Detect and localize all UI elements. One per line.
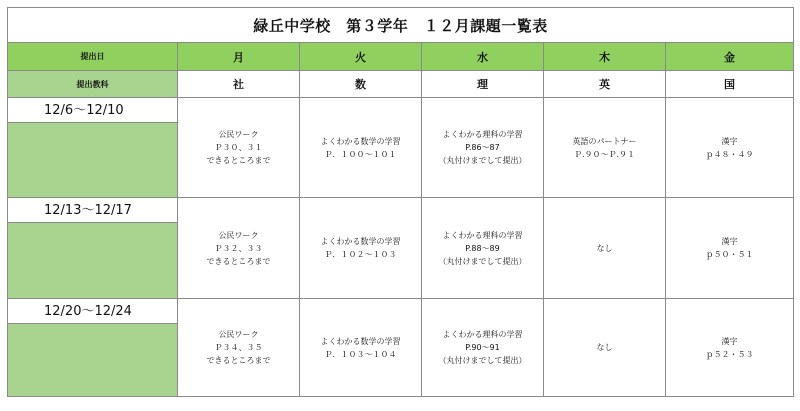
task-line: （丸付けまでして提出） xyxy=(438,256,527,266)
week-label: 12/20〜12/24 xyxy=(8,299,177,324)
task-line: よくわかる数学の学習 xyxy=(320,237,401,246)
task-line: Ｐ．１００〜１０１ xyxy=(324,149,397,159)
task-cell xyxy=(422,98,544,198)
day-header: 火 xyxy=(300,43,422,71)
day-header: 水 xyxy=(422,43,544,71)
task-cell xyxy=(178,299,300,397)
task-cell xyxy=(178,198,300,299)
task-line: できるところまで xyxy=(206,256,271,266)
task-line: できるところまで xyxy=(206,356,271,365)
task-line: P.88〜89 xyxy=(465,243,500,253)
task-cell xyxy=(666,198,794,299)
week-row xyxy=(8,198,794,299)
subject-header: 国 xyxy=(666,71,794,98)
page-title: 緑丘中学校 第３学年 １２月課題一覧表 xyxy=(8,8,794,43)
task-line: Ｐ３０、３１ xyxy=(214,143,263,152)
day-header: 木 xyxy=(544,43,666,71)
task-cell xyxy=(422,299,544,397)
task-line: よくわかる理科の学習 xyxy=(442,330,523,339)
task-line: ｐ５２・５３ xyxy=(705,349,754,359)
task-line: 漢字 xyxy=(721,136,738,146)
subject-header: 社 xyxy=(178,71,300,98)
week-label-cell xyxy=(8,299,178,397)
task-cell xyxy=(178,98,300,198)
task-line: 英語のパートナー xyxy=(572,136,637,146)
task-cell xyxy=(544,299,666,397)
task-line: 公民ワーク xyxy=(218,330,259,339)
assignment-table xyxy=(7,7,794,397)
date-row-label: 提出日 xyxy=(8,43,178,71)
task-line: 公民ワーク xyxy=(218,230,259,240)
task-line: よくわかる理科の学習 xyxy=(442,230,523,240)
week-label-cell xyxy=(8,98,178,198)
task-line: できるところまで xyxy=(206,156,271,165)
subject-header: 英 xyxy=(544,71,666,98)
task-cell xyxy=(544,98,666,198)
task-line: 漢字 xyxy=(721,336,738,346)
day-header: 月 xyxy=(178,43,300,71)
day-header: 金 xyxy=(666,43,794,71)
task-cell xyxy=(300,299,422,397)
subject-header: 理 xyxy=(422,71,544,98)
task-line: Ｐ．１０２〜１０３ xyxy=(324,250,397,259)
task-cell xyxy=(300,198,422,299)
task-line: ｐ５０・５１ xyxy=(705,250,754,259)
subject-header: 数 xyxy=(300,71,422,98)
task-line: P.86〜87 xyxy=(465,143,500,152)
task-cell xyxy=(300,98,422,198)
week-label: 12/13〜12/17 xyxy=(8,198,177,223)
task-line: Ｐ３２、３３ xyxy=(214,243,263,253)
task-line: よくわかる数学の学習 xyxy=(320,336,401,346)
week-row xyxy=(8,299,794,397)
task-line: なし xyxy=(596,343,613,352)
task-line: 公民ワーク xyxy=(218,130,259,139)
task-cell xyxy=(666,98,794,198)
week-row xyxy=(8,98,794,198)
task-line: よくわかる数学の学習 xyxy=(320,136,401,146)
task-line: Ｐ３４、３５ xyxy=(214,343,263,352)
week-label-cell xyxy=(8,198,178,299)
task-line: なし xyxy=(596,243,613,253)
task-line: よくわかる理科の学習 xyxy=(442,130,523,139)
task-cell xyxy=(666,299,794,397)
task-line: （丸付けまでして提出） xyxy=(438,356,527,365)
task-line: Ｐ．１０３〜１０４ xyxy=(324,349,397,359)
subject-row-label: 提出教科 xyxy=(8,71,178,98)
task-line: ｐ４８・４９ xyxy=(705,149,754,159)
week-label: 12/6〜12/10 xyxy=(8,98,177,123)
task-line: 漢字 xyxy=(721,237,738,246)
task-line: P.90〜91 xyxy=(465,343,500,352)
task-cell xyxy=(422,198,544,299)
task-line: Ｐ.９０〜Ｐ.９１ xyxy=(573,149,636,159)
task-line: （丸付けまでして提出） xyxy=(438,156,527,165)
task-cell xyxy=(544,198,666,299)
